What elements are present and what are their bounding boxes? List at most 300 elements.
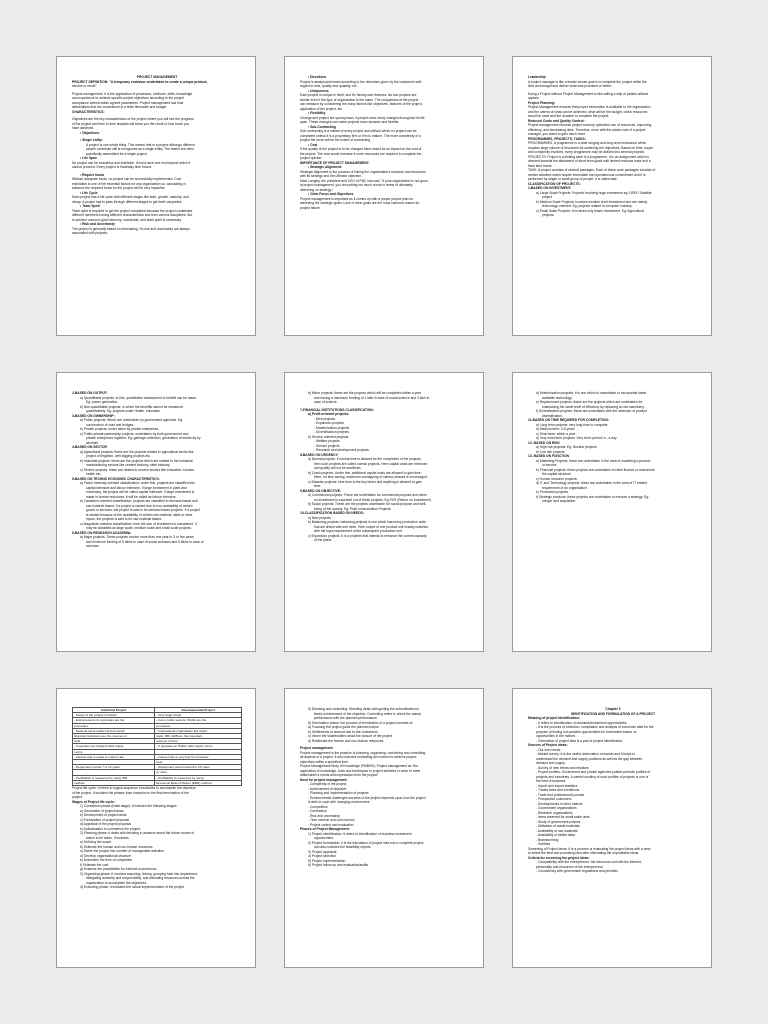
text-line: c) Public-private partnership projects: undertaken by both government and (80, 431, 189, 436)
text-line: b) Low risk projects (536, 449, 565, 454)
text-line: A project is one whole thing. This means that in a project although different (86, 142, 195, 147)
text-line: to select the best and promising idea after eliminating the unprofitable ideas. (528, 851, 640, 855)
heading-line: Meaning of project identification: (528, 716, 580, 720)
text-line: time and budget and deliver what was promised or better. (528, 84, 612, 88)
text-line: • Objectives: (80, 130, 100, 135)
text-line: Team spirit is required to get the project completed because the project constitutes (72, 208, 193, 213)
text-line: project. (72, 795, 83, 800)
text-line: c) Short term: within a year (536, 431, 576, 436)
text-line: b) Industrial projects: these are the projects which are related to the industrial (80, 458, 193, 463)
text-line: c) Expansion projects: It is a projects that intends to enhance the current capacity (308, 533, 427, 538)
text-line: regard to time, quality and quantity, etc. (300, 84, 358, 88)
heading-line: Reduced Costs and Quality Control: (528, 118, 585, 123)
document-page-3 (512, 56, 712, 336)
text-line: and experience to achieve specific project objectives according to the project (72, 96, 184, 100)
text-line: purpose of finding out possible opportunities for investment based on (536, 729, 637, 734)
text-line: Each project has a life cycle with different stages like start, growth, maturity, and (72, 195, 189, 199)
text-line: • Risk and Uncertainty (80, 222, 115, 226)
text-line: c) Small Scale Projects: It involves only lesser investment. Eg: Agricultural (536, 208, 644, 213)
table-cell: - Very large scope (155, 713, 242, 718)
text-line: of the plans. (314, 538, 332, 542)
text-line: project the more will be the extent of contracting. (300, 138, 371, 142)
text-line: a) Major projects: These projects involve more than one year to 3 or five years (80, 535, 194, 539)
text-line: - Service projects (314, 443, 340, 448)
text-line: - Availability of skilled labor (536, 833, 576, 837)
table-cell: Economic Rate of Return (ERR) method (155, 780, 242, 785)
text-line: a) New projects (308, 515, 331, 520)
text-line: Mark Langley, the president and CEO of PMI, has said, "If your organization is not good (300, 178, 428, 183)
heading-line: 1-BASED ON INVESTMENT: (528, 186, 572, 190)
text-line: quantitatively. Eg: projects under Health, education. (86, 409, 162, 413)
table-cell: - It operates on Higher debt equity norms (155, 744, 242, 749)
table-cell: fund (73, 739, 155, 744)
text-line: - It is the process of collection, compilation and analysis of economic data for the (536, 725, 654, 729)
text-line: c) Inform the stakeholders about the closure of the project (308, 734, 393, 738)
text-line: Objectives are the key characteristics of the project where you will see the progress (72, 117, 194, 121)
table-cell: - National stock market and domestic (73, 728, 155, 733)
text-line: is able to cope with changing environment (308, 800, 370, 804)
text-line: a) High risk projects: Eg: Nuclear projects (536, 445, 597, 449)
text-line: - Generation of project idea is a part of project identification. (536, 738, 624, 743)
heading-line: Sources of Project ideas: (528, 743, 568, 747)
table-cell: norms (73, 749, 155, 754)
table-cell: - Repayment period extend to 25 years (155, 765, 242, 770)
text-line: f) Estimate the cost (80, 862, 109, 867)
text-line: b) Social projects: These are the projects undertaken for social purpose and well- (308, 502, 427, 506)
text-line: • Clear Focus and Objectives (308, 192, 354, 196)
text-line: - Contraction (308, 809, 327, 813)
text-line: f) Diversification projects: these are undertaken with the intension of product (536, 409, 647, 413)
table-cell: bank, IMF, ADB are the important (155, 734, 242, 739)
text-line: - Prospective customers (536, 797, 572, 801)
heading-line: CHARACTERISTICS: (72, 109, 105, 114)
text-line: a) Defining the scope (80, 840, 112, 845)
text-line: or service. (542, 463, 558, 467)
table-header: Industrial Project (73, 708, 155, 713)
text-line: performance with the planned performance. (314, 716, 378, 720)
heading-line: Leadership (528, 75, 546, 79)
heading-line: 13- BASED ON FUNCTION (528, 454, 570, 458)
text-line: case of science. (314, 400, 338, 404)
heading-line: 5-BASED ON TECHNO ECONOMIC CHARACTERISTICS: (72, 476, 160, 481)
text-line: • Life Cycle (80, 190, 98, 195)
heading-line: Project management: (300, 746, 334, 750)
text-line: • Cost (308, 142, 318, 147)
text-line: Project Management ensures that proper information is available to the organization (528, 105, 651, 109)
text-line: the capital structure. (542, 472, 572, 476)
text-line: - Competition (308, 804, 328, 809)
text-line: PROGRAMMES: A programme is a wide ranging and long-term endeavour which (528, 141, 647, 145)
text-line: b) Estimate the human and non-human resources (80, 844, 153, 849)
text-line: f) Strategic products: these projects are undertaken to execute a strategy. Eg: (536, 494, 650, 499)
text-line: 4) Project selection (308, 854, 337, 858)
text-line: • Strategic Alignment: (308, 165, 343, 169)
text-line: - Trades fares and exhibitions (536, 788, 580, 792)
text-line: estimation is one of the essential factors for any organization so, calculating in (72, 181, 186, 186)
text-line: - Study of government policies (536, 819, 581, 824)
text-line: Eg: power generation. (86, 400, 119, 404)
heading-line: 2-BASED ON OUTPUT: (72, 391, 108, 395)
text-line: 6) Project follow up and evaluation/audits (308, 863, 369, 867)
text-line: Change and project are synonymous. A project sees many changes throughout its life (300, 115, 425, 120)
text-line: e) Determine the time of completion (80, 858, 133, 863)
text-line: - Import and export statistics (536, 783, 578, 788)
heading-line: 3-BASED ON OWNERSHIP: (72, 413, 115, 418)
text-line: d) Reallocate the human and non-human resources. (308, 738, 385, 743)
text-line: inputs, the projects is said to be raw material based. (86, 517, 162, 521)
table-cell: method (73, 780, 155, 785)
text-line: - Survey of new trends and relations (536, 765, 589, 770)
text-line: may be classified as large scale, medium scale and small scale projects. (86, 526, 192, 530)
text-line: d) Very short term projects: Very short period i.e., a day (536, 436, 617, 440)
text-line: project of irrigation, well digging projects etc. (86, 454, 151, 458)
text-line: PROJECTS: Project is a limiting case of a programme. It is an assignment which is (528, 154, 649, 159)
heading-line: PROJECT DEFINITION: "A temporary endeavor undertaken to create a unique product, (72, 79, 208, 84)
text-line: - Hobbies (536, 842, 551, 846)
text-line: and the criteria of what can be achieved, what will be the budget, which resources (528, 109, 648, 114)
table-cell: - Repayment period 7 to 10 years (73, 765, 155, 770)
text-line: Project management: It is the application of processes, methods, skills, knowledge (72, 91, 193, 96)
text-line: a) Factor intensity-oriented classification: under this, projects are classified into (80, 481, 195, 485)
text-line: a) Commercial projects: These are undertaken for commercial purpose and return (308, 493, 428, 497)
text-line: windmill. (86, 440, 99, 445)
text-line: - Complexity of the project (308, 782, 347, 786)
text-line: TASK: A project consists of several packages. Each of these work packages consists of (528, 168, 656, 172)
text-line: deliverables that are constrained to a finite timescale and budget. (72, 105, 168, 109)
text-line: 2) Planning phase: it deals with deciding in advance about the future course of (80, 831, 195, 836)
text-line: that are linked with one other. Here output of one product unit exactly matches (314, 524, 428, 529)
text-line: Each project is unique in itself, and it's having own features. No two projects are (300, 93, 417, 97)
text-line: delegating authority and responsibility, and allocating resources across the (86, 876, 195, 881)
text-line: c) Magnitude oriented classification: from the size of investment is considered. It (80, 521, 197, 526)
heading-line: 6-BASED ON RESEARCH ACADEMIA: (72, 530, 132, 535)
document-page-5 (284, 372, 484, 652)
text-line: project (542, 195, 552, 199)
text-line: e) Authorisation to commence the project. (80, 826, 141, 831)
heading-line: PROJECT MANAGEMENT (136, 75, 178, 79)
text-line: project failure. (300, 205, 321, 210)
text-line: Project is always performed according to the directions given by the customers with (300, 79, 422, 84)
text-line: advance the required funds for the project will be very impactful. (72, 186, 166, 190)
heading-line: 7-FINANCIAL INSTITUTIONS CLASSIFICATION: (300, 407, 374, 412)
text-line: objectives within a specified time. (300, 759, 349, 764)
text-line: project quicker. (300, 156, 323, 160)
text-line: stakeholder's needs and expectation from the project" (300, 773, 379, 777)
text-line: span. These changes can make projects more dynamic and flexible. (300, 120, 400, 124)
text-line: of the project and here to time analysis will show you the result of how much you (72, 121, 190, 126)
text-line: health etc. (86, 472, 102, 476)
table-cell: - Scope of the project is limited (73, 713, 155, 718)
text-line: - Items reserved for small scale units (536, 815, 590, 819)
text-line: is started because of the availability of certain raw material, skills or other (86, 512, 193, 517)
text-line: with its strategy and the ultimate objective. (300, 174, 362, 178)
text-line: 1) Conception phase (initial stage): it includes the following stages: (80, 804, 178, 809)
text-line: efficiency, and decreasing risks. Therefore, more with the added cost of a project (528, 127, 646, 132)
text-line: 3) Organizing phase: it involves acquiring, linking, grouping task into department, (80, 871, 198, 876)
text-line: Screening of Project ideas: It is a process of evaluating the project ideas with a view (528, 846, 651, 851)
text-line: Project management is important as it comes up with a proper project plan for (300, 196, 414, 201)
text-line: completed unless it is a proprietary firm or firm is mature. The more complexity of a (300, 133, 421, 138)
text-line: specifically assembled for a single project. (86, 151, 148, 156)
text-line: different members having different characteristics and from various disciplines. But (72, 213, 193, 217)
text-line: to achieve common goal harmony, coordinate, and team spirit is necessary. (72, 217, 182, 222)
text-line: decay. A project has to pass through different stages to get itself completed. (72, 199, 183, 204)
text-line: - Availability of raw materials (536, 828, 578, 833)
text-line: - Developments in other nations (536, 801, 583, 806)
heading-line: IDENTIFICATION AND FORMULATION OF A PROJECT (570, 711, 656, 716)
text-line: of the project. It includes the phases from inception to the final termination of the (72, 790, 189, 795)
heading-line: Chapter 2 (605, 707, 621, 711)
text-line: Project Management Body of Knowledge (PMBOK): Project management as "the (300, 764, 419, 768)
text-line: organization to accomplish the objectives. (86, 880, 148, 885)
text-line: • Uniqueness (308, 88, 329, 93)
text-line: - Time overrun and cost overrun (308, 818, 355, 822)
text-line: capital intensive and labour intensive. If large investment in plant and (86, 485, 187, 490)
text-line: • Sub-Contracting (308, 124, 336, 129)
text-line: a) Focusing the project goals the planned output (308, 725, 379, 729)
heading-line: Stages of Project life cycle: (72, 799, 115, 804)
text-line: Project management is the practice of planning, organizing, monitoring and controlling (300, 750, 426, 755)
text-line: a) Long term projects: very long time to complete (536, 422, 608, 427)
text-line: 1) Project identification: it refers to identification of business investment (308, 831, 412, 836)
text-line: and also includes the feasibility reports. (314, 845, 372, 849)
text-line: - Brainstorming (536, 837, 559, 842)
table-cell: financial institutions are the sources of (73, 734, 155, 739)
text-line: manager, you stand to gain much more. (528, 132, 587, 136)
text-line: - Welfare projects (314, 439, 340, 443)
document-page-2 (284, 56, 484, 336)
table-cell: sources of fund (155, 739, 242, 744)
text-line: understand the demand and supply positions as well as the gap between (536, 756, 643, 761)
text-line: c) Service projects: these are related to service sectors like education, tourism, (80, 467, 195, 472)
text-line: • Require funds (80, 172, 105, 177)
text-line: 2) Project formulation: it is the translation of project idea into a complete project (308, 840, 424, 845)
text-line: b) Private projects: under taken by private enterprises. (80, 427, 160, 431)
text-line: have achieved. (72, 126, 95, 130)
text-line: d) Modernization projects: it is one which is undertaken to incorporate latest (536, 391, 647, 395)
text-line: a) Profit oriented projects: (308, 412, 350, 416)
heading-line: 8-BASED ON URGENCY: (300, 452, 339, 457)
table-cell: promoters (73, 723, 155, 728)
text-line: service or result". (72, 84, 98, 88)
text-line: • Life Span (80, 156, 97, 160)
text-line: projects. (542, 213, 555, 217)
heading-line: PROGRAMMES, PROJECTS, TASKS: (528, 136, 586, 141)
text-line: 4) Executing phase: it indicates the actual implementation of the project. (80, 885, 186, 890)
text-line: c) Disaster projects: here time is the key factor and anything is allowed to gain (308, 479, 422, 484)
text-line: b) Medium term: 3-5 years (536, 427, 575, 431)
heading-line: Phases of Project Management: (300, 827, 350, 831)
heading-line: 12- BASED ON RISK (528, 440, 560, 445)
text-line: maintaining the same level of efficiency by replacing an old machinery. (542, 404, 645, 409)
text-line: requires large volume of resources for achieving the objectives. Based on time, scope (528, 145, 653, 150)
text-line: b) Medium Scale Projects: Involves medium level investment and are mainly (536, 199, 648, 204)
text-line: - Our own needs (536, 747, 561, 752)
text-line: b) Minor projects: these are the projects which will be completed within a year (308, 391, 422, 395)
table-cell: fund (155, 760, 242, 765)
text-line: c) Human resource projects: (536, 476, 578, 481)
text-line: 3) Project appraisal (308, 849, 337, 854)
text-line: Project life cycle: It refers to logical sequence of activities to accomplish the objective (72, 786, 196, 791)
text-line: and complexity involved, every programme may be divided into several projects. (528, 150, 645, 154)
text-line: No project can be ceaseless and indefinite. It must have one end beyond which it (72, 160, 191, 165)
text-line: b) Financial projects: these projects are undertaken to raise finance or restructure (536, 467, 655, 472)
text-line: • Flexibility (308, 111, 326, 115)
heading-line: 11-BASED ON TIME REQUIRED FOR COMPLETION: (528, 418, 609, 422)
text-line: captain. (528, 96, 540, 100)
heading-line: 10-CLASSIFICATION BASED ON NEEDS: (300, 511, 364, 515)
text-line: • Single entity: (80, 138, 103, 142)
text-line: fixed time frame. (528, 163, 553, 168)
text-line: being of the society. Eg: Polio Immunization Projects. (314, 506, 392, 511)
text-line: Sub-contracting is a subset of every project and without which no project can be (300, 129, 417, 133)
text-line: demand and supply. (536, 761, 566, 765)
text-line: available technology. (542, 395, 573, 400)
text-line: opportunities in the market. (536, 734, 576, 738)
text-line: acceptance criteria within agreed parameters. Project management has final (72, 100, 184, 105)
text-line: directed towards the attainment of short-term goals with limited resource base and a (528, 159, 651, 163)
text-line: - Compatibility with the entrepreneur: the idea must suit with the interest, (536, 860, 642, 864)
text-line: merger and acquisition. (542, 499, 577, 503)
text-line: d) IT and Technology projects: these are undertaken in the area of IT related (536, 481, 648, 485)
text-line: and minimum funding of 5 lakhs in case of social sciences and 5 lakhs in case of (86, 539, 204, 544)
text-line: a) Public projects: Which are undertaken by government agencies. Eg: (80, 418, 183, 422)
text-line: a) Normal projects: if normal time is allowed for the completion of the projects, (308, 457, 422, 461)
text-line: The project is generally based on forecasting. So risk and uncertainty are always (72, 226, 190, 231)
text-line: - Expansion projects (314, 421, 344, 425)
text-line: - Risk and uncertainty (308, 813, 340, 818)
text-line: all aspects of a project. It also includes motivating all involved to achieve project (300, 755, 417, 759)
text-line: machinery, the project will be called capital intensive. If large investment is (86, 490, 195, 494)
table-cell: - Interest rate is equal to market rate (73, 754, 155, 759)
text-line: the best of business (536, 779, 566, 783)
text-line: construction of road and bridges. (86, 422, 135, 427)
text-line: people contribute still is recognized as a single entity. The teams are often (86, 147, 194, 151)
text-line: the project. The cost would increase if more resources are required to complete the (300, 151, 422, 156)
text-line: application of the project, etc. (300, 106, 343, 111)
heading-line: Need for project management: (300, 777, 348, 782)
text-line: 6) Termination phase: the process of termination of a project consists of: (308, 720, 414, 725)
text-line: A project manager is like a leader whose goal is to complete the project within the (528, 79, 647, 84)
text-line: e) Replacement projects: these are the projects which are undertaken for (536, 400, 643, 404)
text-line: a) Generation of project ideas (80, 808, 124, 813)
text-line: a) Marketing Projects: these are undertaken in the area of marketing a product (536, 458, 651, 463)
text-line: certain activities which require immediate and spontaneous commitment and it is (528, 172, 646, 177)
text-line: b) Crash projects: Under this, additional capital costs are allowed to gain time. (308, 470, 422, 475)
heading-line: IMPORTANCE OF PROJECT MANAGEMENT: (300, 160, 370, 165)
text-line: c) Divide the project into number of manageable activities (80, 849, 164, 854)
table-cell: - Interest rate is very low for borrowed (155, 754, 242, 759)
table-cell: - Profitability is measured by using IRR (73, 775, 155, 780)
table-cell: - Govt, public sectors, NGOs are the (155, 718, 242, 723)
text-line: b) Development of project ideas (80, 813, 127, 818)
document-page-1 (56, 56, 256, 336)
table-header: Developmental Project (155, 708, 242, 713)
document-page-7 (56, 688, 256, 968)
heading-line: 4-BASED ON SECTOR (72, 445, 107, 449)
heading-line: Project Planning: (528, 100, 556, 105)
text-line: associated with projects. (72, 231, 108, 235)
text-line: action to be taken. It includes (86, 835, 129, 840)
table-cell: or more (155, 770, 242, 775)
text-line: raw material based. If a project is started due to non-availability of certain (86, 503, 193, 508)
text-line: requirement of an organisation. (542, 485, 588, 490)
table-row (73, 780, 242, 785)
document-page-9 (512, 688, 712, 968)
text-line: Strategic Alignment is the process of linking the organization's structure and resources (300, 169, 426, 174)
text-line: and quality will not be sacrificed. (314, 466, 362, 470)
text-line: - Research and development projects. (314, 448, 370, 452)
text-line: at project management, you are putting too much at risk in terms of ultimately (300, 183, 413, 187)
text-line: technology oriented. Eg: projects related to computer industry. (542, 204, 633, 208)
text-line: 5) Directing and controlling: Directing deals with guiding the subordinates for (308, 707, 420, 711)
text-line: a) Agricultural projects: these are the projects related to agricultural sector like (80, 449, 194, 454)
text-line: application of knowledge, tools and techniques to project activities in order to meet (300, 768, 421, 773)
heading-line: 9-BASED ON OBJECTIVE: (300, 488, 342, 493)
text-line: - Consistency with government regulations and priorities (536, 869, 618, 873)
text-line: diversification. (542, 413, 563, 418)
text-line: time. (314, 484, 322, 488)
table-cell: - International organisation like world (155, 728, 242, 733)
text-line: - It refers to identification of business/investment opportunities. (536, 720, 628, 725)
text-line: - Trade and professional journals (536, 792, 585, 797)
text-line: projects and industries. A careful scrutiny of such profiles of projects is one of (536, 774, 649, 779)
text-line: delivering on strategy." (300, 187, 334, 192)
text-line: - Modernization projects (314, 425, 350, 430)
text-line: Here, for time saving, maximum overlapping of various phases is encouraged. (314, 475, 428, 479)
text-line: cannot proceed. Every project is invariably time bound. (72, 165, 153, 169)
table-cell: - Profitability is measured by using (155, 775, 242, 780)
table-cell: promoters (155, 723, 242, 728)
text-line: - Market survey: It is the useful observation of market and it helps to (536, 752, 635, 756)
text-line: - Project control and evaluation (308, 822, 354, 827)
text-line: - New projects (314, 416, 336, 421)
text-line: - Government organizations (536, 806, 577, 810)
text-line: b) Non-quantifiable projects: in which the benefits cannot be measured (80, 404, 183, 409)
table-cell: - It operates as stringent debt equity (73, 744, 155, 749)
text-line: personality and resources of the entrepreneur. (536, 864, 604, 869)
text-line: b) Settlements of amount due to the contractors (308, 729, 378, 734)
comparison-table (72, 707, 242, 786)
text-line: - Project profiles: Government and private agencies publish periodic profiles of (536, 770, 651, 774)
text-line: 5) Project implementation (308, 858, 346, 863)
text-line: performed by single or small group of people. It is called task. (528, 177, 618, 181)
text-line: private enterprises together. Eg: garbage collection, generation of electricity by (86, 436, 201, 440)
text-line: e) Production projects (536, 490, 569, 494)
document-page-4 (56, 372, 256, 652)
text-line: If the quality of the project is to be changed there would be an impact on the cost of (300, 147, 422, 151)
text-line: timely achievement of the objective. Controlling refers to check the actual (314, 711, 421, 716)
text-line: Doing a Project without Project Management is like sailing a ship of pirates without (528, 91, 649, 96)
text-line: on investment is expected out of these projects. Eg: ROI (Return on Investment) (314, 497, 431, 502)
text-line: - Diversification projects (314, 430, 349, 434)
text-line: would be used and the duration to complete the project. (528, 114, 610, 118)
text-line: sciences. (86, 544, 100, 548)
heading-line: CLASSIFICATION OF PROJECTS: (528, 181, 581, 186)
text-line: - Environmental challenges success of the project depends upon how the project (308, 795, 426, 800)
heading-line: Criteria for screening the project ideas: (528, 855, 590, 860)
table-cell: - Entrepreneurs & corporates are the (73, 718, 155, 723)
text-line: • Team Spirit (80, 204, 100, 208)
text-line: b) Service oriented projects: (308, 434, 350, 439)
text-line: can measure by considering the many factors like objectives, features of the project, (300, 102, 423, 106)
text-line: - Achievement of objective (308, 786, 347, 791)
text-line: Project management reduces project costs by optimized use of resources, improving (528, 123, 652, 127)
text-line: and having a maximum funding of 1 lakh in case of social science and 3 lakh in (314, 395, 430, 400)
text-line: similar even if the type of organization is the same. The uniqueness of the project (300, 97, 419, 102)
document-page-8 (284, 688, 484, 968)
text-line: c) Formulation of project proposal (80, 817, 130, 822)
